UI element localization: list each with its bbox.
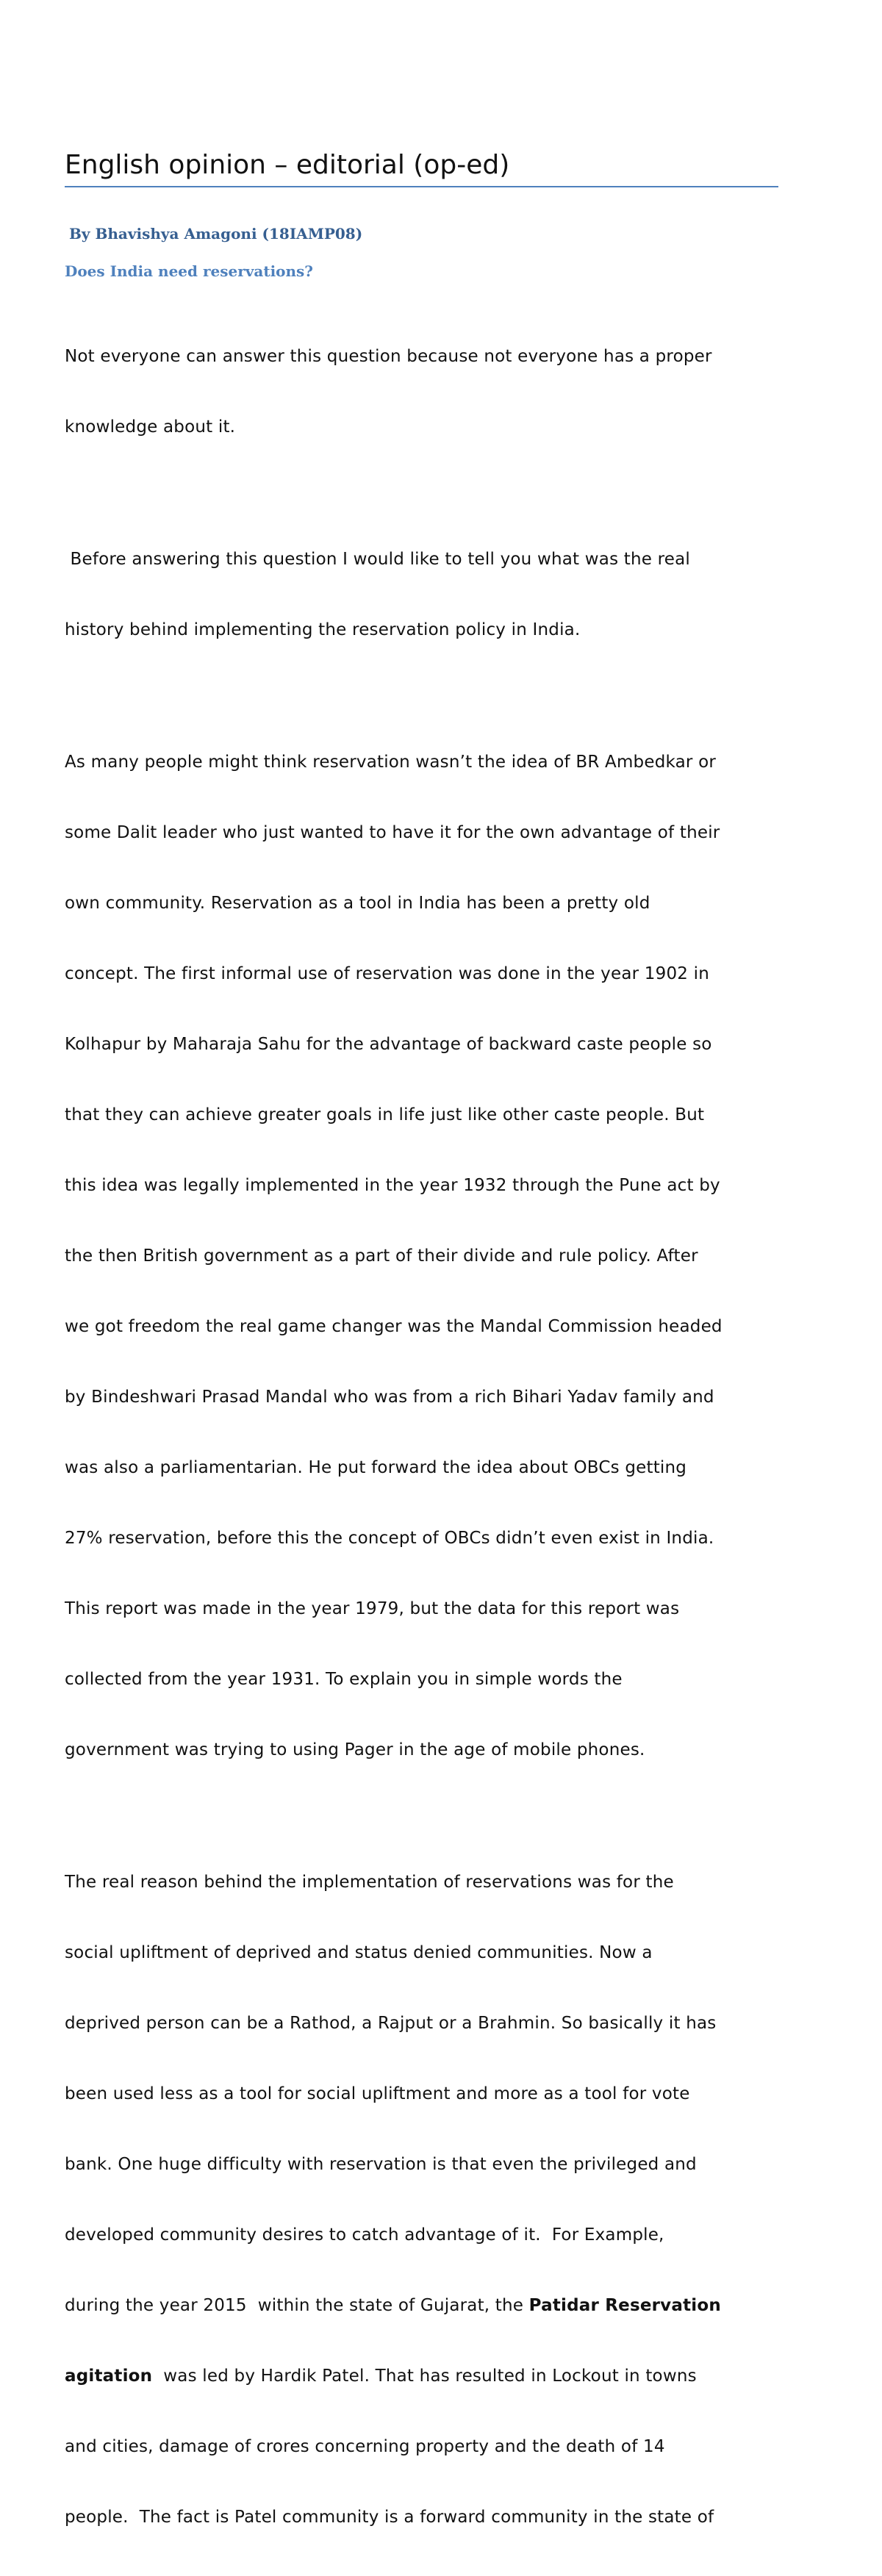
paragraph-4 <box>65 1823 779 2576</box>
paragraph-line: by Bindeshwari Prasad Mandal who was from a rich Bihari Yadav family and <box>65 1388 714 1407</box>
paragraph-line: Not everyone can answer this question because not everyone has a proper <box>65 347 712 366</box>
line-text: was led by Hardik Patel. That has resulted in Lockout in towns <box>152 2367 697 2386</box>
line-text: during the year 2015 within the state of Gujarat, the <box>65 2296 529 2315</box>
paragraph-line: was also a parliamentarian. He put forward the idea about OBCs getting <box>65 1458 687 1477</box>
paragraph-line: developed community desires to catch advantage of it. For Example, <box>65 2225 664 2245</box>
paragraph-line-with-bold <box>65 2364 779 2388</box>
paragraph-2 <box>65 501 779 689</box>
paragraph-line: deprived person can be a Rathod, a Rajput or a Brahmin. So basically it has <box>65 2014 717 2033</box>
title-underline <box>65 186 778 187</box>
paragraph-line: and cities, damage of crores concerning property and the death of 14 <box>65 2437 665 2456</box>
paragraph-line: This report was made in the year 1979, but the data for this report was <box>65 1599 680 1618</box>
paragraph-line: own community. Reservation as a tool in India has been a pretty old <box>65 894 650 913</box>
paragraph-line: the then British government as a part of their divide and rule policy. After <box>65 1246 698 1266</box>
paragraph-line: knowledge about it. <box>65 417 236 437</box>
bold-term: agitation <box>65 2367 153 2386</box>
paragraph-line: some Dalit leader who just wanted to have it for the own advantage of their <box>65 823 720 842</box>
paragraph-line: this idea was legally implemented in the year 1932 through the Pune act by <box>65 1176 720 1195</box>
paragraph-line: history behind implementing the reservation policy in India. <box>65 620 581 639</box>
paragraph-line: collected from the year 1931. To explain you in simple words the <box>65 1670 623 1689</box>
paragraph-line-with-bold <box>65 2294 779 2317</box>
paragraph-line: As many people might think reservation wasn’t the idea of BR Ambedkar or <box>65 753 717 772</box>
document-body <box>65 145 779 2576</box>
paragraph-line: people. The fact is Patel community is a forward community in the state of <box>65 2508 714 2527</box>
paragraph-line: Kolhapur by Maharaja Sahu for the advantage of backward caste people so <box>65 1035 712 1054</box>
bold-term: Patidar Reservation <box>528 2296 721 2315</box>
paragraph-line: been used less as a tool for social upliftment and more as a tool for vote <box>65 2084 690 2103</box>
paragraph-line: bank. One huge difficulty with reservation is that even the privileged and <box>65 2155 697 2174</box>
paragraph-1 <box>65 298 779 486</box>
paragraph-line: 27% reservation, before this the concept of OBCs didn’t even exist in India. <box>65 1529 714 1548</box>
paragraph-line: The real reason behind the implementation of reservations was for the <box>65 1873 674 1892</box>
article-question-heading: Does India need reservations? <box>65 262 314 280</box>
paragraph-line: Before answering this question I would like to tell you what was the real <box>65 550 691 569</box>
paragraph-line: that they can achieve greater goals in life just like other caste people. But <box>65 1105 705 1124</box>
paragraph-line: concept. The first informal use of reservation was done in the year 1902 in <box>65 964 710 983</box>
author-byline: By Bhavishya Amagoni (18IAMP08) <box>69 225 363 243</box>
paragraph-line: government was trying to using Pager in the age of mobile phones. <box>65 1740 645 1759</box>
paragraph-line: social upliftment of deprived and status denied communities. Now a <box>65 1943 653 1962</box>
document-title: English opinion – editorial (op-ed) <box>65 150 510 180</box>
paragraph-3 <box>65 703 779 1809</box>
paragraph-line: we got freedom the real game changer was the Mandal Commission headed <box>65 1317 723 1336</box>
